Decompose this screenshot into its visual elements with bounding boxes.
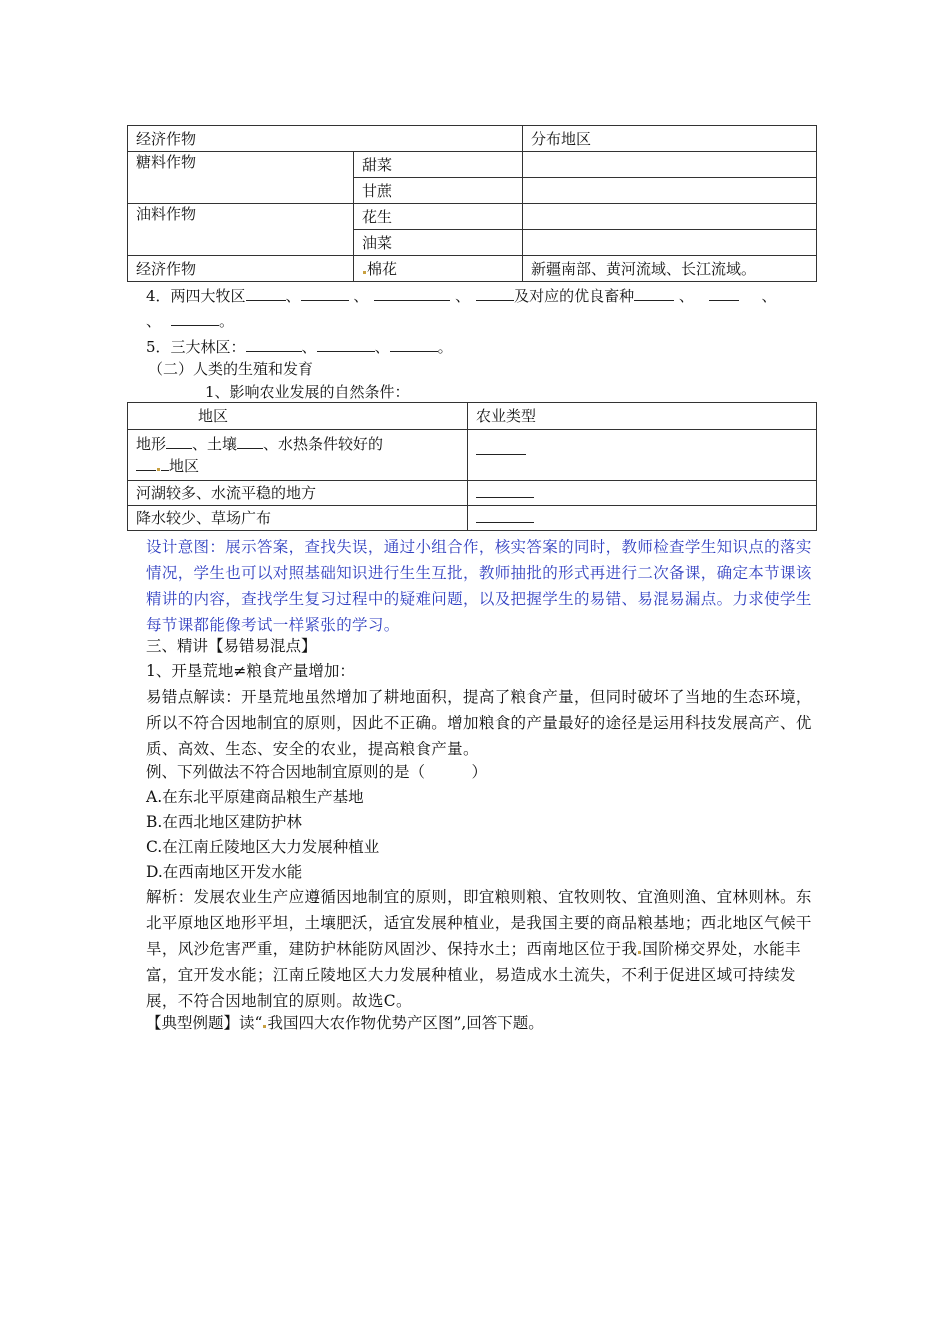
header-cell: 地区 <box>128 403 468 430</box>
text: 、土壤 <box>192 435 238 453</box>
crop-label: 棉花 <box>367 259 398 278</box>
period: 。 <box>437 338 453 356</box>
answer-blank[interactable] <box>301 285 349 301</box>
table-row <box>128 204 817 230</box>
q4-prefix: 4．两四大牧区 <box>146 287 246 305</box>
marker-dot <box>363 271 366 274</box>
typical-text: 我国四大农作物优势产区图”,回答下题。 <box>267 1014 544 1032</box>
answer-blank[interactable] <box>317 336 375 352</box>
marker-dot <box>157 468 160 471</box>
text: 地形 <box>136 435 167 453</box>
table-header-row <box>128 403 817 430</box>
category-cell: 油料作物 <box>128 204 354 256</box>
answer-blank[interactable] <box>166 433 192 449</box>
marker-dot <box>263 1025 266 1028</box>
text: 、水热条件较好的 <box>263 435 384 453</box>
category-cell: 经济作物 <box>128 256 354 282</box>
separator: 、 <box>146 312 162 330</box>
answer-blank[interactable] <box>390 336 438 352</box>
analysis-text: 解析：发展农业生产应遵循因地制宜的原则，即宜粮则粮、宜牧则牧、宜渔则渔、宜林则林。东北平原地区地形平坦，土壤肥沃，适宜发展种植业，是我国主要的商品粮基地；西北地区气候干旱，风沙危害严重，建防护林能防风固沙、保持水土；西南地区位于我 <box>146 888 812 958</box>
region-cell <box>523 178 817 204</box>
separator: 、 <box>674 287 699 305</box>
question-4 <box>146 285 776 307</box>
answer-blank[interactable] <box>476 440 526 455</box>
header-cell: 分布地区 <box>523 126 817 152</box>
answer-blank[interactable] <box>634 285 674 301</box>
crop-cell: 油菜 <box>354 230 523 256</box>
typical-example <box>146 1012 544 1034</box>
region-condition-cell: 河湖较多、水流平稳的地方 <box>128 481 468 506</box>
answer-blank[interactable] <box>246 336 302 352</box>
text: 地区 <box>169 457 200 475</box>
crop-cell <box>354 256 523 282</box>
answer-blank[interactable] <box>709 285 739 301</box>
separator: 、 <box>374 338 390 356</box>
separator: 、 <box>450 287 471 305</box>
crop-cell: 花生 <box>354 204 523 230</box>
period: 。 <box>219 312 235 330</box>
option-a: A.在东北平原建商品粮生产基地 <box>146 788 364 806</box>
table-row <box>128 152 817 178</box>
table-row <box>128 256 817 282</box>
section-2-title: （二）人类的生殖和发育 <box>148 360 314 378</box>
analysis-text: 国阶梯交界处，水能丰富，宜开发水能；江南丘陵地区大力发展种植业，易造成水土流失，不利于促进区域可持续发展，不符合因地制宜的原则。故选C。 <box>146 940 801 1010</box>
point-1-explanation: 易错点解读：开垦荒地虽然增加了耕地面积，提高了粮食产量，但同时破坏了当地的生态环境，所以不符合因地制宜的原则，因此不正确。增加粮食的产量最好的途径是运用科技发展高产、优质、高效、生态、安全的农业，提高粮食产量。 <box>146 688 812 758</box>
natural-conditions-table <box>127 402 817 531</box>
answer-blank[interactable] <box>246 285 286 301</box>
analysis-paragraph <box>146 884 818 1014</box>
header-cell: 经济作物 <box>128 126 523 152</box>
answer-cell[interactable] <box>468 481 817 506</box>
answer-blank[interactable] <box>136 455 156 471</box>
answer-blank[interactable] <box>237 433 263 449</box>
crop-cell: 甘蔗 <box>354 178 523 204</box>
subsection-1-title: 1、影响农业发展的自然条件： <box>205 383 410 401</box>
crop-cell: 甜菜 <box>354 152 523 178</box>
answer-blank[interactable] <box>476 508 534 523</box>
separator: 、 <box>285 287 301 305</box>
marker-dot <box>638 951 641 954</box>
category-cell: 糖料作物 <box>128 152 354 204</box>
economic-crops-table <box>127 125 817 282</box>
point-1-title: 1、开垦荒地≠粮食产量增加： <box>146 662 355 680</box>
region-cell: 新疆南部、黄河流域、长江流域。 <box>523 256 817 282</box>
answer-cell[interactable] <box>468 430 817 481</box>
typical-label: 【典型例题】读“ <box>146 1014 263 1032</box>
region-cell <box>523 230 817 256</box>
option-c: C.在江南丘陵地区大力发展种植业 <box>146 838 380 856</box>
answer-cell[interactable] <box>468 506 817 531</box>
table-row <box>128 430 817 481</box>
option-b: B.在西北地区建防护林 <box>146 813 302 831</box>
table-row <box>128 481 817 506</box>
header-cell: 农业类型 <box>468 403 817 430</box>
design-intent-note: 设计意图：展示答案，查找失误，通过小组合作，核实答案的同时，教师检查学生知识点的落实情况，学生也可以对照基础知识进行生生互批，教师抽批的形式再进行二次备课，确定本节课该精讲的内容，查找学生复习过程中的疑难问题，以及把握学生的易错、易混易漏点。力求使学生每节课都能像考试一样紧张的学习。 <box>146 538 812 634</box>
region-cell <box>523 152 817 178</box>
separator: 、 <box>301 338 317 356</box>
region-cell <box>523 204 817 230</box>
separator: 、 <box>756 287 777 305</box>
q4-mid: 及对应的优良畜种 <box>514 287 635 305</box>
answer-blank[interactable] <box>476 285 514 301</box>
answer-blank[interactable] <box>476 483 534 498</box>
question-4-line2 <box>146 310 234 332</box>
answer-blank[interactable] <box>171 310 219 326</box>
answer-blank[interactable] <box>161 455 169 471</box>
region-condition-cell: 降水较少、草场广布 <box>128 506 468 531</box>
section-3-title: 三、精讲【易错易混点】 <box>146 637 317 655</box>
q5-prefix: 5．三大林区： <box>146 338 246 356</box>
table-header-row <box>128 126 817 152</box>
region-condition-cell <box>128 430 468 481</box>
separator: 、 <box>348 287 369 305</box>
table-row <box>128 506 817 531</box>
option-d: D.在西南地区开发水能 <box>146 863 303 881</box>
answer-blank[interactable] <box>374 285 450 301</box>
example-question: 例、下列做法不符合因地制宜原则的是（ ） <box>146 763 488 781</box>
question-5 <box>146 336 453 358</box>
